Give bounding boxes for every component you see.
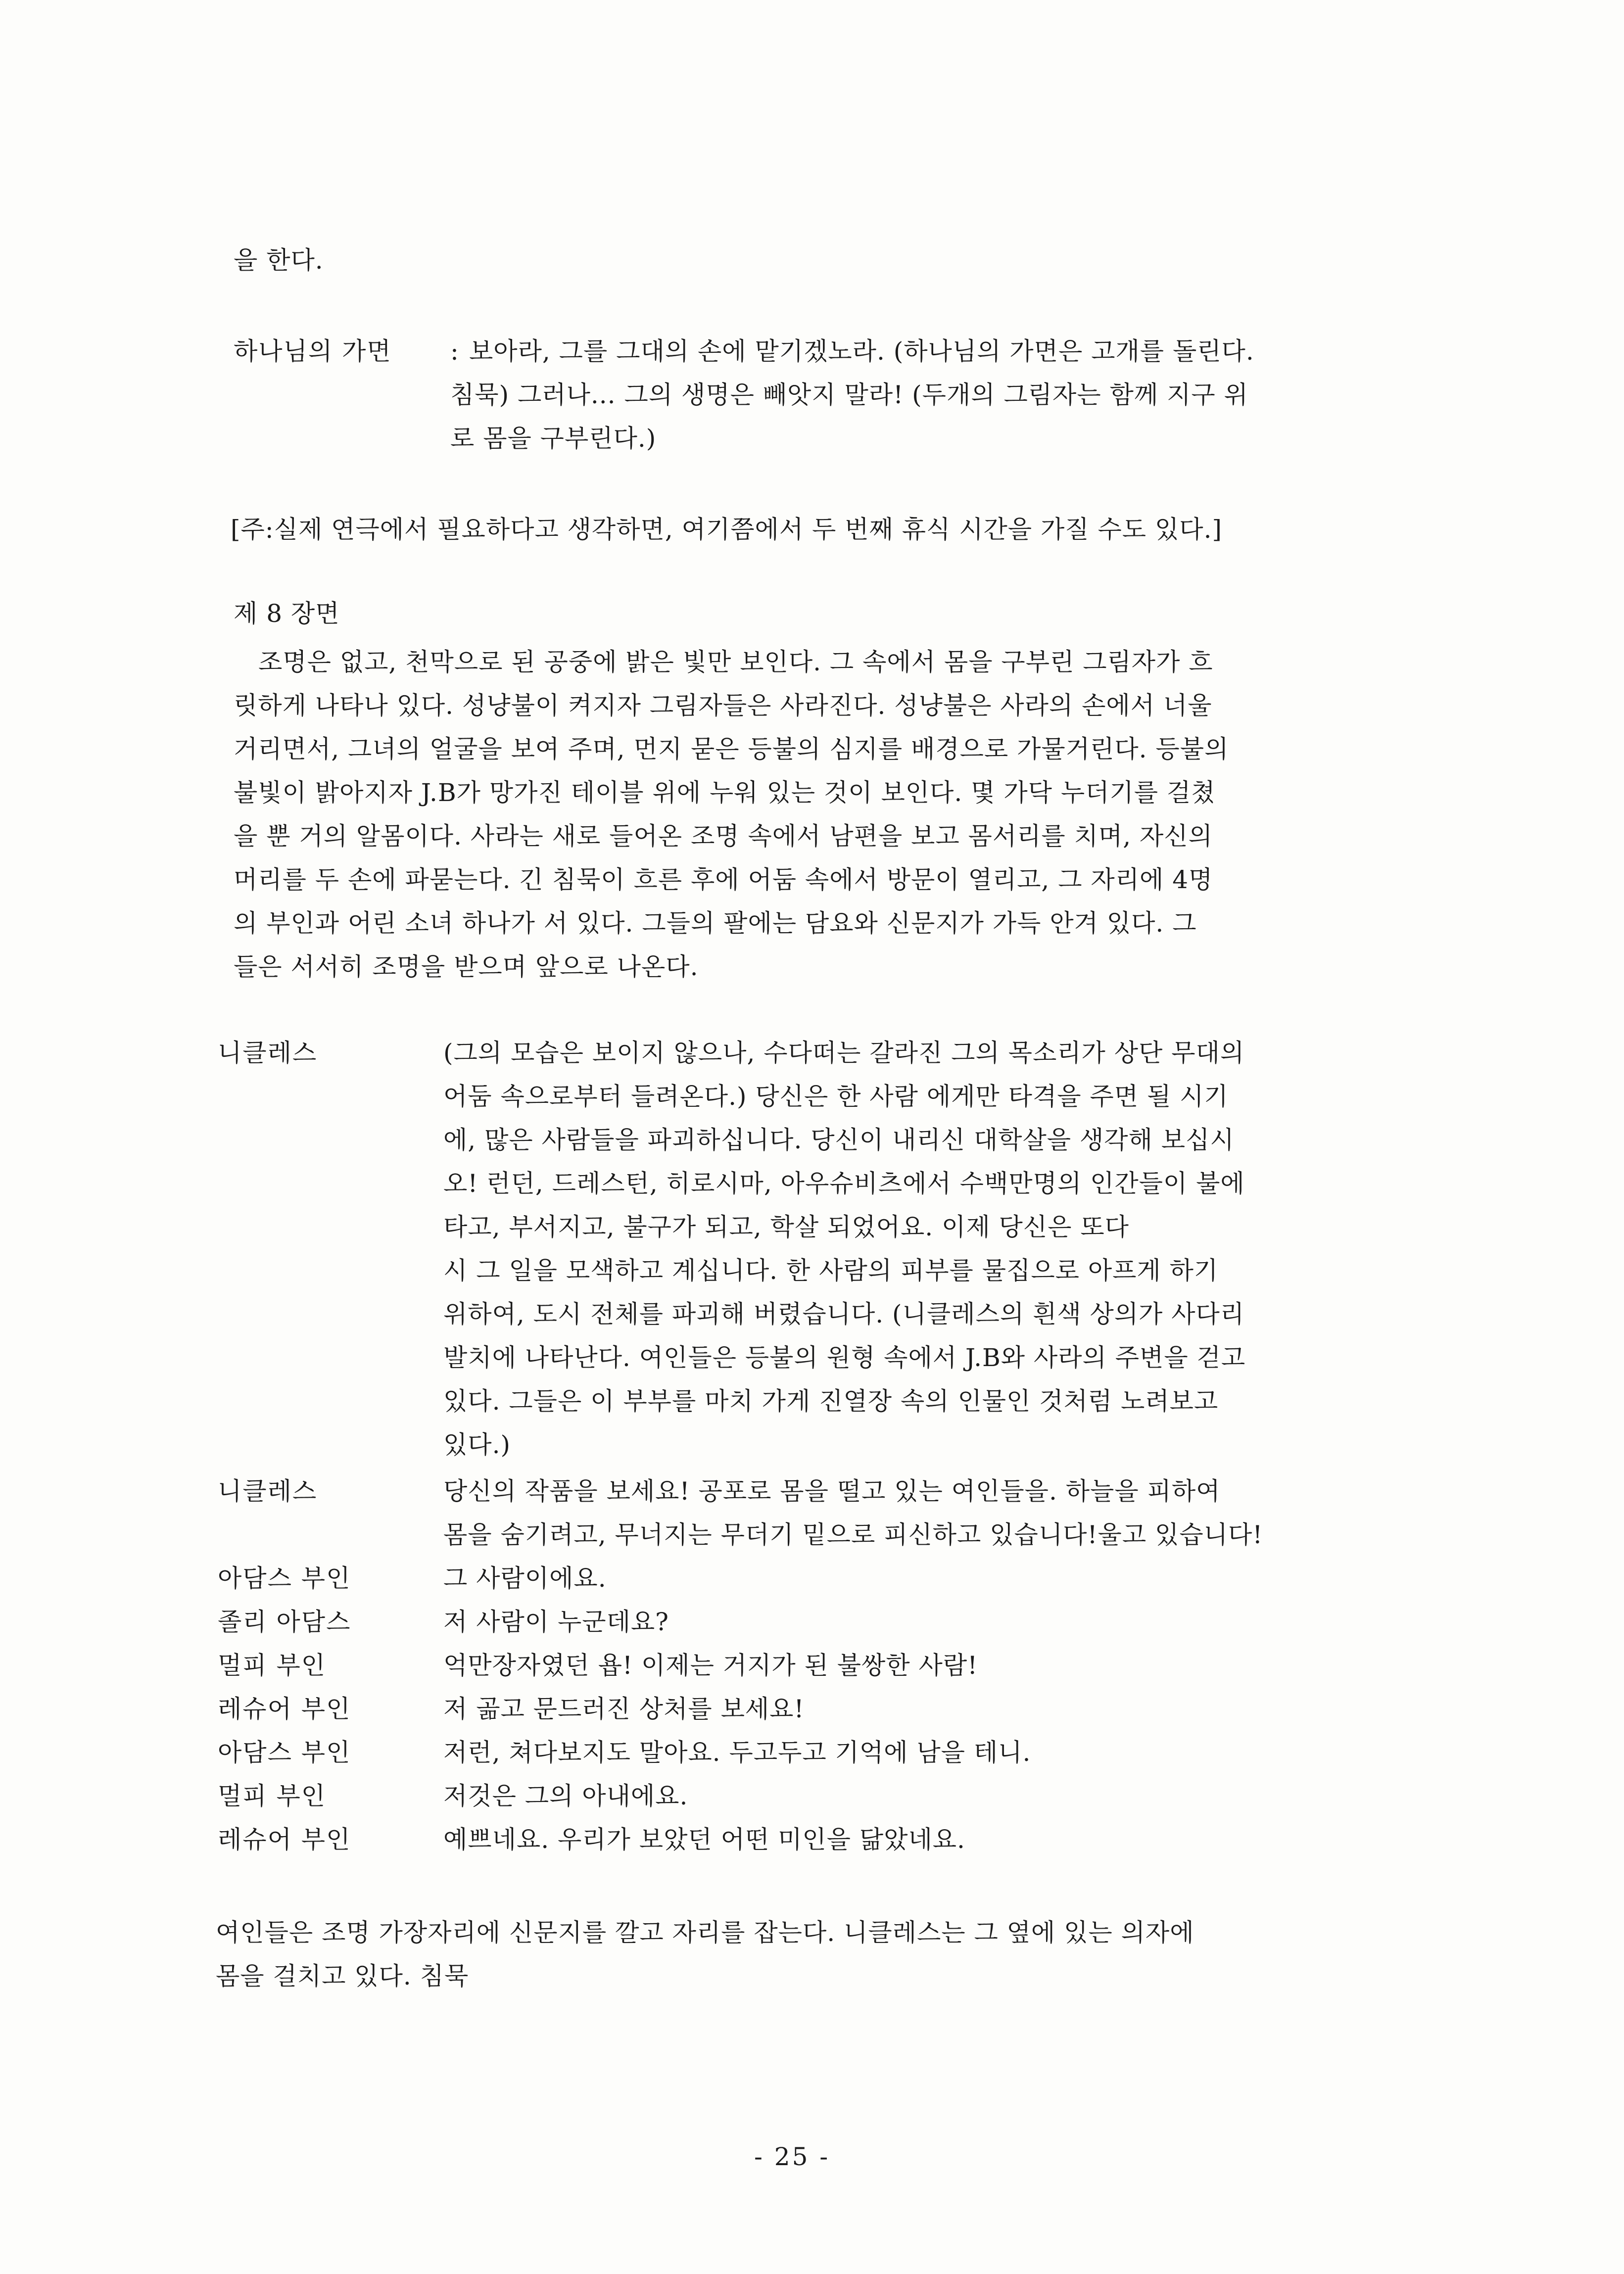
dialogue-line: 저런, 쳐다보지도 말아요. 두고두고 기억에 남을 테니. — [443, 1738, 1031, 1767]
dialogue-line: 억만장자였던 욥! 이제는 거지가 된 불쌍한 사람! — [443, 1651, 978, 1680]
speaker-colon: : — [450, 337, 459, 366]
scene-description-line: 머리를 두 손에 파묻는다. 긴 침묵이 흐른 후에 어둠 속에서 방문이 열리고, 그 자리에 4명 — [234, 865, 1213, 894]
dialogue-line: 타고, 부서지고, 불구가 되고, 학살 되었어요. 이제 당신은 또다 — [443, 1213, 1129, 1241]
speaker-mrs-adams: 아담스 부인 — [218, 1564, 351, 1593]
speaker-jolly-adams: 졸리 아담스 — [218, 1608, 351, 1636]
dialogue-line: 오! 런던, 드레스턴, 히로시마, 아우슈비츠에서 수백만명의 인간들이 불에 — [443, 1169, 1245, 1198]
scene-description-line: 거리면서, 그녀의 얼굴을 보여 주며, 먼지 묻은 등불의 심지를 배경으로 가물거린다. 등불의 — [234, 735, 1229, 763]
dialogue-line: 침묵) 그러나... 그의 생명은 빼앗지 말라! (두개의 그림자는 함께 지구 위 — [450, 380, 1248, 409]
speaker-mrs-adams: 아담스 부인 — [218, 1738, 351, 1767]
scene-description-line: 릿하게 나타나 있다. 성냥불이 켜지자 그림자들은 사라진다. 성냥불은 사라의 손에서 너울 — [234, 691, 1212, 720]
page-number: - 25 - — [754, 2142, 830, 2171]
dialogue-line: 저 사람이 누군데요? — [443, 1608, 669, 1636]
dialogue-line: 있다.) — [443, 1430, 511, 1459]
speaker-nickles: 니클레스 — [218, 1477, 318, 1506]
speaker-mask-of-god: 하나님의 가면 — [234, 337, 392, 366]
speaker-mrs-murphy: 멀피 부인 — [218, 1651, 327, 1680]
speaker-nickles: 니클레스 — [218, 1039, 318, 1067]
dialogue-line: (그의 모습은 보이지 않으나, 수다떠는 갈라진 그의 목소리가 상단 무대의 — [443, 1039, 1245, 1067]
dialogue-line: 위하여, 도시 전체를 파괴해 버렸습니다. (니클레스의 흰색 상의가 사다리 — [443, 1300, 1245, 1328]
scene-description-line: 의 부인과 어린 소녀 하나가 서 있다. 그들의 팔에는 담요와 신문지가 가득 안겨 있다. 그 — [234, 909, 1197, 938]
scene-description-line: 불빛이 밝아지자 J.B가 망가진 테이블 위에 누워 있는 것이 보인다. 몇 가닥 누더기를 걸쳤 — [234, 778, 1216, 807]
stage-direction-line: 여인들은 조명 가장자리에 신문지를 깔고 자리를 잡는다. 니클레스는 그 옆에 있는 의자에 — [216, 1918, 1194, 1947]
dialogue-line: 예쁘네요. 우리가 보았던 어떤 미인을 닮았네요. — [443, 1825, 965, 1854]
dialogue-line: 로 몸을 구부린다.) — [450, 424, 657, 453]
scene-description-line: 을 뿐 거의 알몸이다. 사라는 새로 들어온 조명 속에서 남편을 보고 몸서리를 치며, 자신의 — [234, 822, 1213, 851]
continuation-line: 을 한다. — [234, 246, 324, 275]
speaker-mrs-lesure: 레슈어 부인 — [218, 1825, 351, 1854]
speaker-mrs-lesure: 레슈어 부인 — [218, 1695, 351, 1723]
scene-description-line: 들은 서서히 조명을 받으며 앞으로 나온다. — [234, 952, 699, 981]
dialogue-line: 어둠 속으로부터 들려온다.) 당신은 한 사람 에게만 타격을 주면 될 시기 — [443, 1082, 1229, 1111]
dialogue-line: 저것은 그의 아내에요. — [443, 1782, 688, 1810]
dialogue-line: 저 곪고 문드러진 상처를 보세요! — [443, 1695, 805, 1723]
scene-description-line: 조명은 없고, 천막으로 된 공중에 밝은 빛만 보인다. 그 속에서 몸을 구부린 그림자가 흐 — [258, 648, 1213, 676]
speaker-mrs-murphy: 멀피 부인 — [218, 1782, 327, 1810]
stage-direction-line: 몸을 걸치고 있다. 침묵 — [216, 1962, 469, 1990]
dialogue-line: 그 사람이에요. — [443, 1564, 607, 1593]
dialogue-line: 당신의 작품을 보세요! 공포로 몸을 떨고 있는 여인들을. 하늘을 피하여 — [443, 1477, 1221, 1506]
dialogue-line: 에, 많은 사람들을 파괴하십니다. 당신이 내리신 대학살을 생각해 보십시 — [443, 1126, 1235, 1154]
dialogue-line: 시 그 일을 모색하고 계십니다. 한 사람의 피부를 물집으로 아프게 하기 — [443, 1256, 1219, 1285]
dialogue-line: 보아라, 그를 그대의 손에 맡기겠노라. (하나님의 가면은 고개를 돌린다. — [469, 337, 1254, 366]
scene-heading: 제 8 장면 — [234, 599, 340, 628]
stage-note: [주:실제 연극에서 필요하다고 생각하면, 여기쯤에서 두 번째 휴식 시간을 가질 수도 있다.] — [231, 515, 1222, 544]
dialogue-line: 있다. 그들은 이 부부를 마치 가게 진열장 속의 인물인 것처럼 노려보고 — [443, 1387, 1219, 1416]
dialogue-line: 몸을 숨기려고, 무너지는 무더기 밑으로 피신하고 있습니다!울고 있습니다! — [443, 1520, 1263, 1549]
dialogue-line: 발치에 나타난다. 여인들은 등불의 원형 속에서 J.B와 사라의 주변을 걷고 — [443, 1343, 1246, 1372]
